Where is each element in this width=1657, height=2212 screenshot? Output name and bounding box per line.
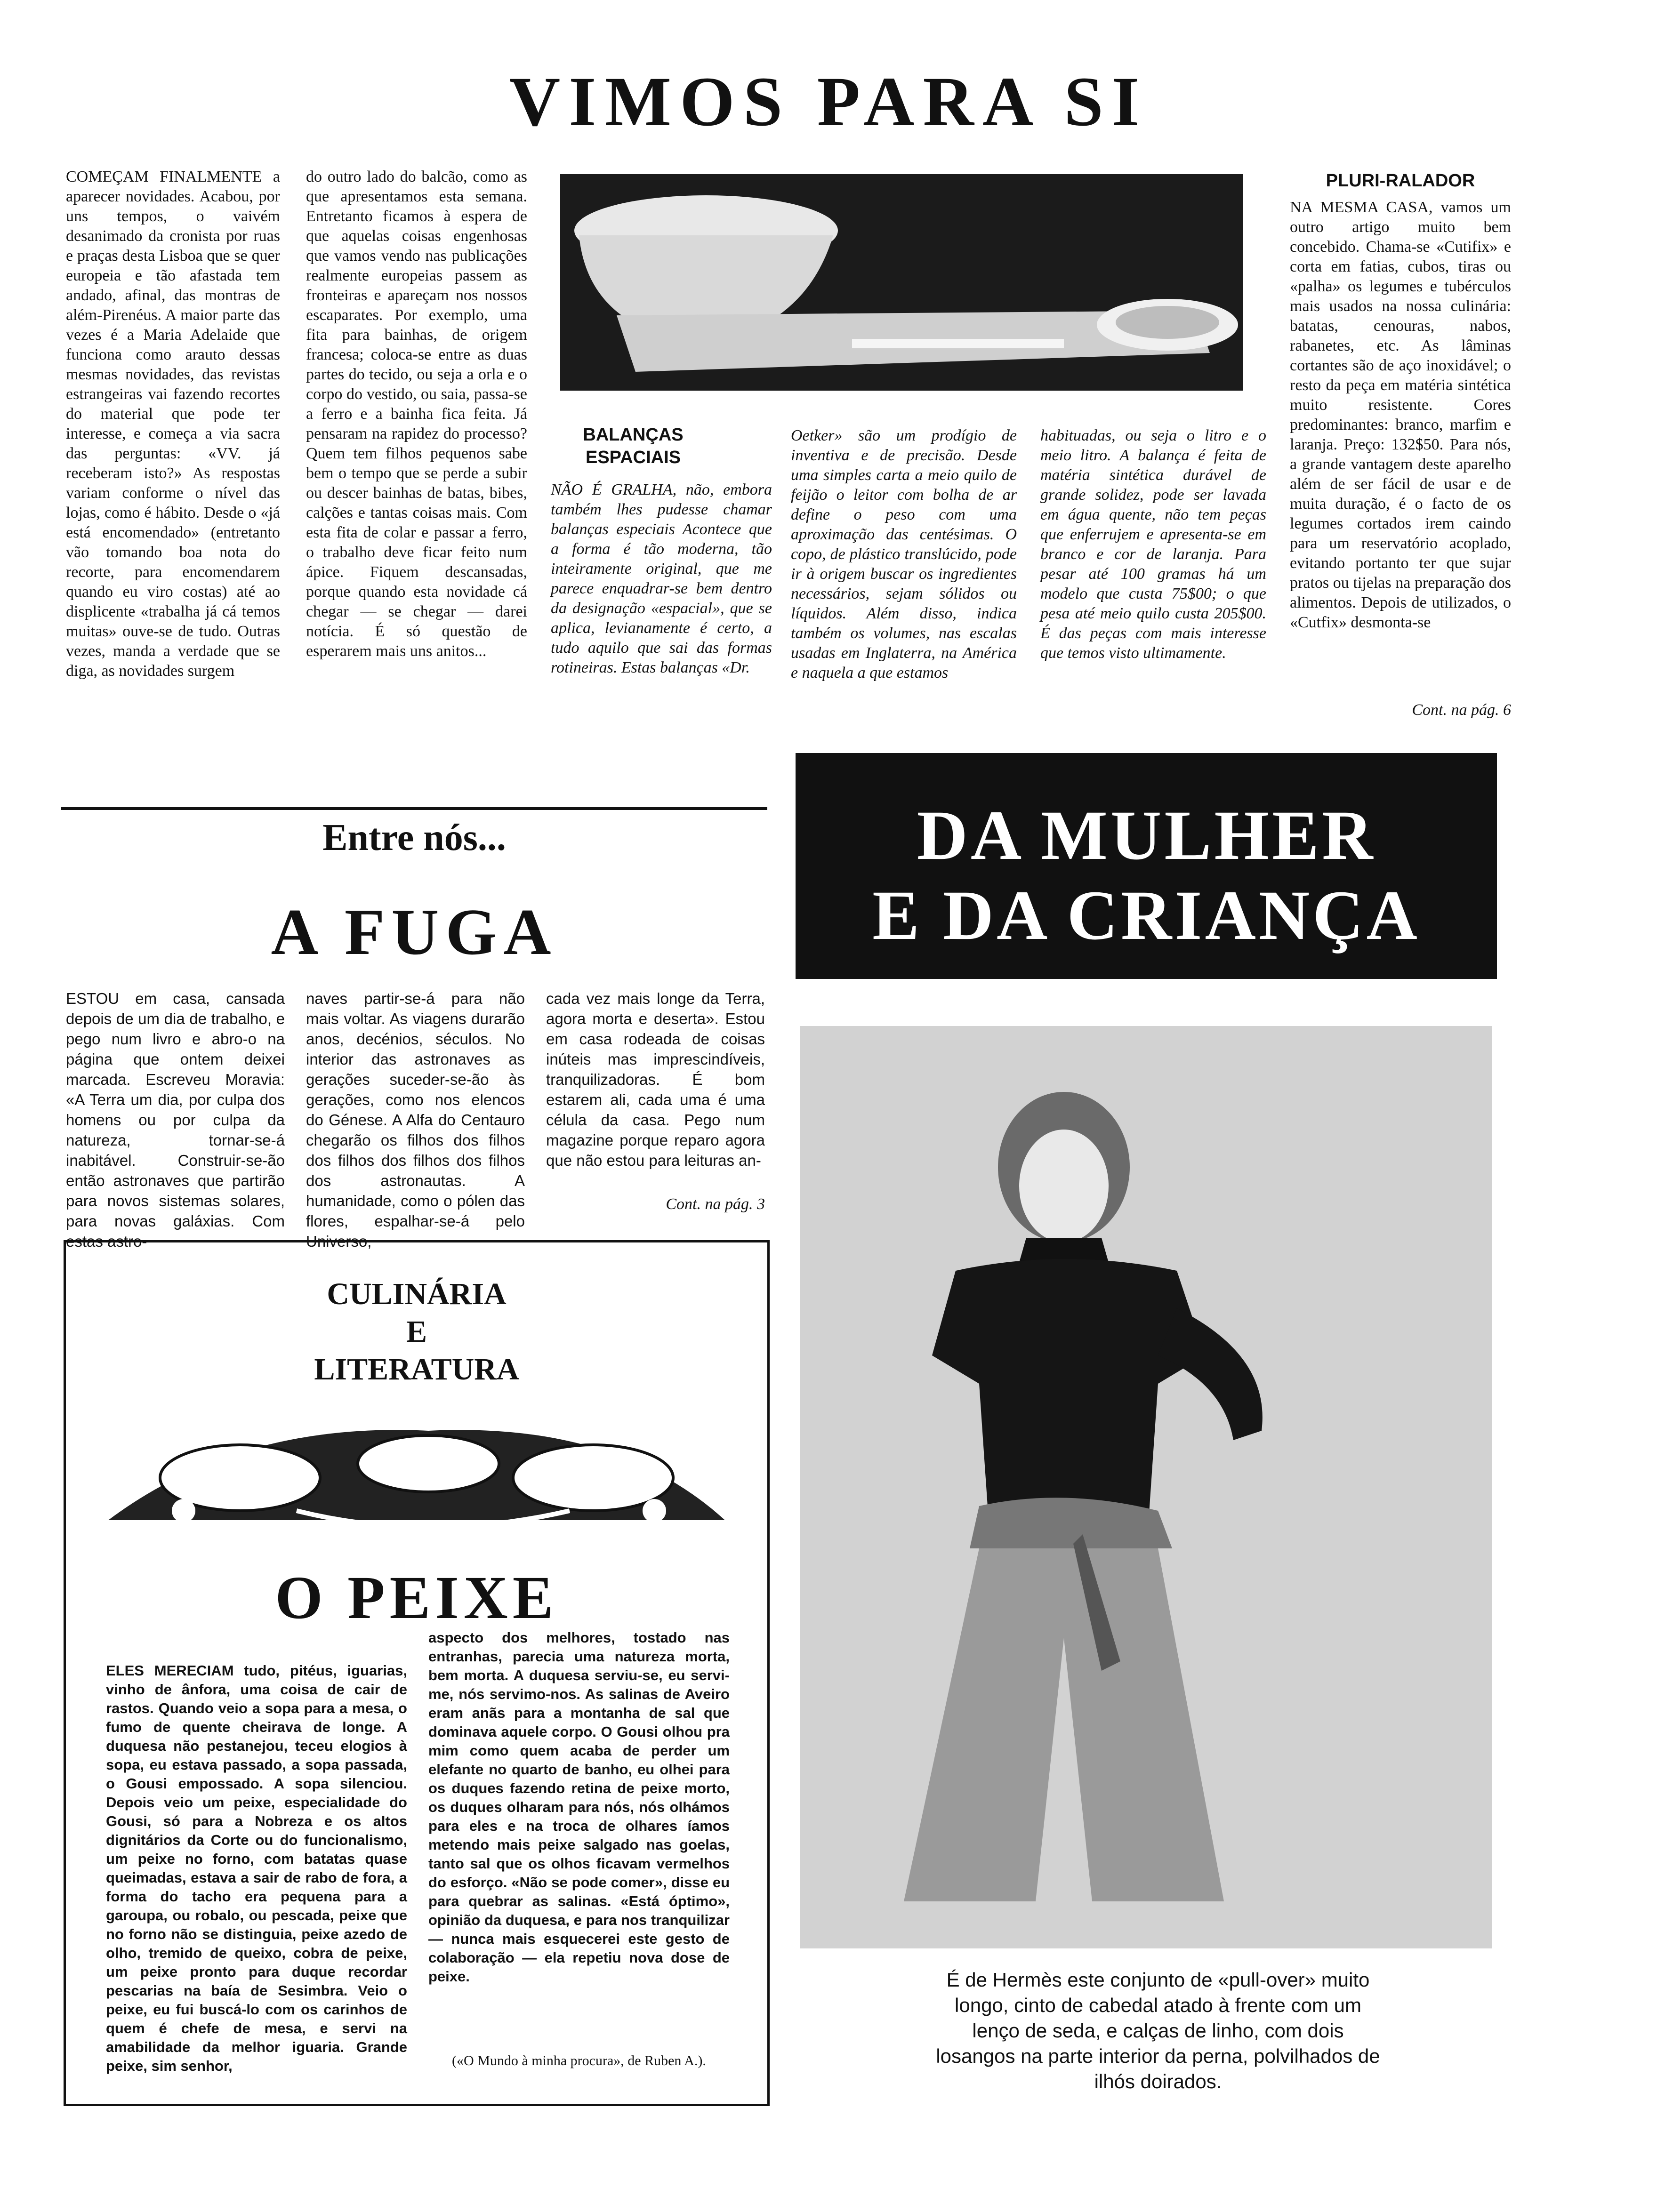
food-illustration (99, 1403, 734, 1544)
page-title: VIMOS PARA SI (509, 63, 1148, 141)
culinaria-column-2: aspecto dos melhores, tostado nas entranhas, parecia uma natureza morta, bem morta. A duquesa serviu-se, eu servi-me, nós servimo-nos. As salinas de Aveiro eram anãs para a montanha de sal que dominava aquele corpo. O Gousi olhou pra mim como quem acaba de perder um elefante no quarto de banho, eu olhei para os duques fazendo retina de peixe morto, os duques olharam para nós, nós olhámos para eles e na troca de olhares íamos metendo mais peixe salgado nas goelas, tanto sal que os olhos ficavam vermelhos do esforço. «Não se pode comer», disse eu para quebrar as salinas. «Está óptimo», opinião da duquesa, e para nos tranquilizar — nunca mais esquecerei este gesto de colaboração — ela repetiu nova dose de peixe. (428, 1629, 730, 1985)
fashion-photo (800, 1026, 1492, 1948)
balancas-heading: BALANÇAS ESPACIAIS (583, 425, 684, 467)
section-banner (796, 753, 1497, 979)
balancas-column-3: habituadas, ou seja o litro e o meio litro. A balança é feita de matéria sintética durável de grande solidez, pode ser lavada em água quente, não tem peças que enferrujem e apresenta-se em branco e cor de laranja. Para pesar até 100 gramas há um modelo que custa 75$00; o que pesa até meio quilo custa 205$00. É das peças com mais interesse que temos visto ultimamente. (1040, 427, 1266, 662)
fashion-caption: É de Hermès este conjunto de «pull-over» muito longo, cinto de cabedal atado à frente com um lenço de seda, e calças de linho, com dois losangos na parte interior da perna, polvilhados de ilhós doirados. (936, 1969, 1380, 2092)
fuga-kicker: Entre nós... (322, 817, 506, 858)
section-divider (61, 807, 767, 810)
balancas-column-2: Oetker» são um prodígio de inventiva e de precisão. Desde uma simples carta a meio quilo de feijão o leitor com bolha de ar define o peso com uma aproximação das centésimas. O copo, de plástico translúcido, pode ir à origem buscar os ingredientes necessários, sejam sólidos ou líquidos. Além disso, indica também os volumes, nas escalas usadas em Inglaterra, na América e naquela a que estamos (791, 427, 1017, 681)
culinaria-box (64, 1240, 770, 2106)
culinaria-heading-3: LITERATURA (314, 1352, 519, 1387)
fuga-column-3: cada vez mais longe da Terra, agora morta e deserta». Estou em casa rodeada de coisas inúteis mas imprescindíveis, tranquilizadoras. É bom estarem ali, cada uma é uma célula da casa. Pego num magazine porque reparo agora que não estou para leituras an- (546, 990, 765, 1169)
kitchen-scale-image (560, 174, 1243, 391)
culinaria-heading-2: E (406, 1314, 427, 1349)
banner-line-1: DA MULHER (917, 796, 1376, 874)
fuga-continued: Cont. na pág. 3 (666, 1195, 765, 1213)
fashion-model-image (800, 1026, 1492, 1948)
culinaria-source: («O Mundo à minha procura», de Ruben A.). (452, 2053, 706, 2068)
intro-column-2: do outro lado do balcão, como as que apresentamos esta semana. Entretanto ficamos à espera de que aquelas coisas engenhosas que vamos vendo nas publicações realmente europeias passem as fronteiras e apareçam nos nossos escaparates. Por exemplo, uma fita para bainhas, de origem francesa; coloca-se entre as duas partes do tecido, ou seja a orla e o corpo do vestido, ou saia, passa-se a ferro e a bainha fica feita. Já pensaram na rapidez do processo? Quem tem filhos pequenos sabe bem o tempo que se perde a subir ou descer bainhas de batas, bibes, calções e tantas coisas mais. Com esta fita de colar e passar a ferro, o trabalho deve ficar feito num ápice. Fiquem descansadas, porque quando esta novidade cá chegar — se chegar — darei notícia. É só questão de esperarem mais uns anitos... (306, 168, 527, 660)
pluri-continued: Cont. na pág. 6 (1412, 701, 1511, 719)
fuga-title: A FUGA (271, 896, 558, 969)
pluri-text: NA MESMA CASA, vamos um outro artigo muito bem concebido. Chama-se «Cutifix» e corta em fatias, cubos, tiras ou «palha» os legumes e tubérculos mais usados na nossa culinária: batatas, cenouras, nabos, rabanetes, etc. As lâminas cortantes são de aço inoxidável; o resto da peça em matéria sintética muito resistente. Cores predominantes: branco, marfim e laranja. Preço: 132$50. Para nós, a grande vantagem deste aparelho além de ser fácil de usar e de muita duração, é o facto de os legumes cortados irem caindo para um reservatório acoplado, evitando portanto ter que sujar pratos ou tijelas na preparação dos alimentos. Depois de utilizados, o «Cutfix» desmonta-se (1290, 199, 1511, 631)
pluri-heading: PLURI-RALADOR (1326, 171, 1475, 191)
food-engraving-icon (99, 1403, 734, 1544)
culinaria-heading-1: CULINÁRIA (327, 1277, 507, 1311)
culinaria-column-1: ELES MERECIAM tudo, pitéus, iguarias, vinho de ânfora, uma coisa de cair de rastos. Quando veio a sopa para a mesa, o fumo de quente cheirava de longe. A duquesa não pestanejou, teceu elogios à sopa, eu estava passado, a sopa passada, o Gousi empossado. A sopa silenciou. Depois veio um peixe, especialidade do Gousi, só para a Nobreza e os altos dignitários da Corte ou do funcionalismo, um peixe no forno, com batatas quase queimadas, estava a sair de rabo de fora, a forma do tacho era pequena para a garoupa, ou robalo, ou pescada, peixe que no forno não se distinguia, peixe azedo de olho, tremido de queixo, cobra de peixe, um peixe pronto para duque recordar pescarias na baía de Sesimbra. Veio o peixe, eu fui buscá-lo com os carinhos de quem é chefe de mesa, e servi na amabilidade da melhor iguaria. Grande peixe, sim senhor, (106, 1662, 407, 2074)
banner-line-2: E DA CRIANÇA (872, 876, 1420, 954)
fuga-column-2: naves partir-se-á para não mais voltar. As viagens durarão anos, decénios, séculos. No interior das astronaves as gerações suceder-se-ão às gerações, como nos elencos do Génese. A Alfa do Centauro chegarão os filhos dos filhos dos filhos dos filhos dos filhos dos astronautas. A humanidade, como o pólen das flores, espalhar-se-á pelo Universo, (306, 990, 525, 1250)
culinaria-title: O PEIXE (275, 1564, 558, 1632)
balancas-column-1: NÃO É GRALHA, não, embora também lhes pudesse chamar balanças especiais Acontece que a forma é tão moderna, tão inteiramente original, que me parece enquadrar-se bem dentro da designação «espacial», que se aplica, levianamente é certo, a tudo aquilo que sai das formas rotineiras. Estas balanças «Dr. (551, 481, 772, 676)
scale-photo (560, 174, 1243, 391)
intro-column-1: COMEÇAM FINALMENTE a aparecer novidades. Acabou, por uns tempos, o vaivém desanimado da cronista por ruas e praças desta Lisboa que se quer europeia e tão afastada tem andado, afinal, das montras de além-Pirenéus. A maior parte das vezes é a Maria Adelaide que funciona como arauto dessas mesmas novidades, das revistas estrangeiras vai fazendo recortes do material que pode ter interesse, e começa a via sacra das perguntas: «VV. já receberam isto?» As respostas variam conforme o nível das lojas, como é hábito. Desde o «já está encomendado» (entretanto vão tomando boa nota do recorte, para encomendarem quando eu viro costas) até ao displicente «trabalha já cá temos muitas» ouve-se de tudo. Outras vezes, manda a verdade que se diga, as novidades surgem (66, 168, 280, 680)
fuga-column-1: ESTOU em casa, cansada depois de um dia de trabalho, e pego num livro e abro-o na página que ontem deixei marcada. Escreveu Moravia: «A Terra um dia, por culpa dos homens ou por culpa da natureza, tornar-se-á inabitável. Construir-se-ão então astronaves que partirão para novos sistemas solares, para novas galáxias. Com estas astro- (66, 990, 285, 1250)
